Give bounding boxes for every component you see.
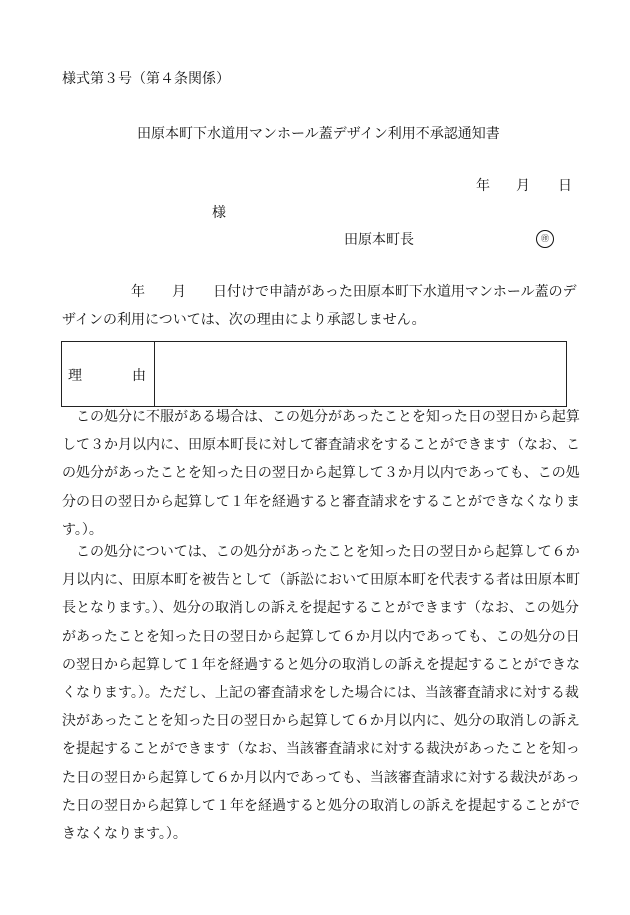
reason-label-char-2: 由 — [132, 368, 146, 384]
application-year-label: 年 — [131, 284, 145, 300]
paragraph-line: の処分があったことを知った日の翌日から起算して３か月以内であっても、この処 — [62, 465, 580, 482]
paragraph-line: す。）。 — [62, 521, 103, 538]
application-month-label: 月 — [172, 284, 186, 300]
lawsuit-notice-paragraph — [62, 538, 580, 848]
paragraph-line: きなくなります。）。 — [62, 825, 187, 842]
paragraph-line: くなります。）。ただし、上記の審査請求をした場合には、当該審査請求に対する裁 — [62, 684, 579, 701]
appeal-notice-paragraph — [62, 403, 580, 544]
date-month-label: 月 — [516, 178, 530, 194]
intro-text-line-1: 日付けで申請があった田原本町下水道用マンホール蓋のデ — [213, 284, 577, 300]
paragraph-line: 長となります。）、処分の取消しの訴えを提起することができます（なお、この処分 — [62, 600, 579, 617]
date-year-label: 年 — [476, 178, 490, 194]
paragraph-line: 決があったことを知った日の翌日から起算して６か月以内に、処分の取消しの訴え — [62, 713, 580, 730]
issuer-name: 田原本町長 — [344, 232, 414, 248]
paragraph-line: の翌日から起算して１年を経過すると処分の取消しの訴えを提起することができな — [62, 656, 580, 673]
form-number: 様式第３号（第４条関係） — [62, 71, 230, 87]
reason-table — [61, 341, 567, 407]
paragraph-line: この処分に不服がある場合は、この処分があったことを知った日の翌日から起算 — [62, 409, 580, 425]
intro-text-line-2: ザインの利用については、次の理由により承認しません。 — [62, 312, 426, 328]
paragraph-line: た日の翌日から起算して６か月以内であっても、当該審査請求に対する裁決があっ — [62, 769, 580, 786]
paragraph-line: この処分については、この処分があったことを知った日の翌日から起算して６か — [62, 544, 580, 560]
paragraph-line: して３か月以内に、田原本町長に対して審査請求をすることができます（なお、こ — [62, 437, 580, 454]
addressee-suffix: 様 — [212, 205, 226, 221]
reason-label-char-1: 理 — [68, 368, 82, 384]
document-title: 田原本町下水道用マンホール蓋デザイン利用不承認通知書 — [137, 126, 500, 142]
date-day-label: 日 — [558, 178, 572, 194]
reason-label-cell — [62, 342, 155, 406]
paragraph-line: を提起することができます（なお、当該審査請求に対する裁決があったことを知っ — [62, 741, 580, 758]
seal-mark-icon: ㊞ — [536, 230, 554, 248]
paragraph-line: 月以内に、田原本町を被告として（訴訟において田原本町を代表する者は田原本町 — [62, 572, 580, 589]
paragraph-line: た日の翌日から起算して１年を経過すると処分の取消しの訴えを提起することがで — [62, 797, 580, 814]
paragraph-line: 分の日の翌日から起算して１年を経過すると審査請求をすることができなくなりま — [62, 493, 580, 510]
reason-value-cell — [155, 342, 566, 406]
paragraph-line: があったことを知った日の翌日から起算して６か月以内であっても、この処分の日 — [62, 628, 580, 645]
